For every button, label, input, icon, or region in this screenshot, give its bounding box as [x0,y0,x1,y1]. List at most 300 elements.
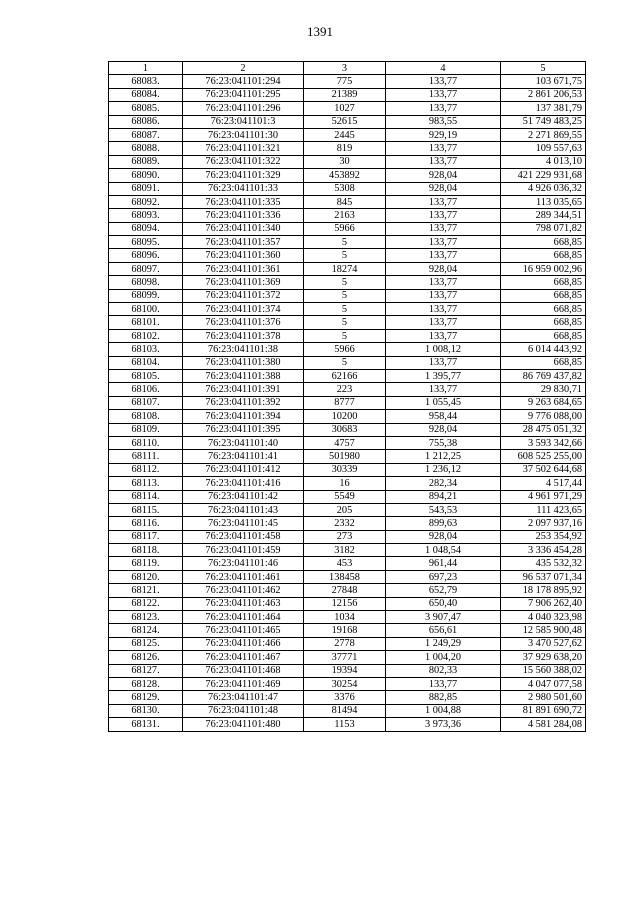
cadastral-number-cell: 76:23:041101:336 [183,209,304,222]
cadastral-value-cell: 15 560 388,02 [501,664,586,677]
cadastral-value-cell: 16 959 002,96 [501,262,586,275]
area-cell: 5 [304,316,386,329]
cadastral-number-cell: 76:23:041101:340 [183,222,304,235]
area-cell: 3376 [304,691,386,704]
cadastral-number-cell: 76:23:041101:466 [183,637,304,650]
cadastral-number-cell: 76:23:041101:46 [183,557,304,570]
row-number-cell: 68117. [109,530,183,543]
table-row [109,329,586,342]
area-cell: 2163 [304,209,386,222]
cadastral-value-cell: 12 585 900,48 [501,624,586,637]
table-row [109,530,586,543]
specific-value-cell: 929,19 [386,128,501,141]
cadastral-number-cell: 76:23:041101:322 [183,155,304,168]
specific-value-cell: 928,04 [386,182,501,195]
cadastral-value-cell: 421 229 931,68 [501,169,586,182]
cadastral-value-cell: 4 581 284,08 [501,718,586,731]
cadastral-number-cell: 76:23:041101:465 [183,624,304,637]
table-row [109,410,586,423]
cadastral-number-cell: 76:23:041101:395 [183,423,304,436]
specific-value-cell: 133,77 [386,75,501,88]
area-cell: 3182 [304,544,386,557]
cadastral-value-cell: 289 344,51 [501,209,586,222]
area-cell: 501980 [304,450,386,463]
cadastral-number-cell: 76:23:041101:294 [183,75,304,88]
cadastral-number-cell: 76:23:041101:30 [183,128,304,141]
table-row [109,356,586,369]
cadastral-value-cell: 111 423,65 [501,503,586,516]
specific-value-cell: 133,77 [386,142,501,155]
cadastral-value-cell: 86 769 437,82 [501,369,586,382]
row-number-cell: 68098. [109,276,183,289]
row-number-cell: 68111. [109,450,183,463]
cadastral-number-cell: 76:23:041101:369 [183,276,304,289]
cadastral-number-cell: 76:23:041101:33 [183,182,304,195]
row-number-cell: 68131. [109,718,183,731]
cadastral-number-cell: 76:23:041101:463 [183,597,304,610]
row-number-cell: 68091. [109,182,183,195]
area-cell: 4757 [304,436,386,449]
specific-value-cell: 928,04 [386,169,501,182]
row-number-cell: 68105. [109,369,183,382]
cadastral-number-cell: 76:23:041101:329 [183,169,304,182]
table-row [109,570,586,583]
cadastral-number-cell: 76:23:041101:357 [183,236,304,249]
table-row [109,611,586,624]
specific-value-cell: 1 249,29 [386,637,501,650]
cadastral-value-cell: 81 891 690,72 [501,704,586,717]
row-number-cell: 68104. [109,356,183,369]
cadastral-value-cell: 668,85 [501,316,586,329]
cadastral-number-cell: 76:23:041101:335 [183,195,304,208]
cadastral-number-cell: 76:23:041101:480 [183,718,304,731]
row-number-cell: 68084. [109,88,183,101]
specific-value-cell: 133,77 [386,249,501,262]
table-row [109,249,586,262]
table-row [109,503,586,516]
table-row [109,637,586,650]
cadastral-number-cell: 76:23:041101:380 [183,356,304,369]
area-cell: 1034 [304,611,386,624]
row-number-cell: 68092. [109,195,183,208]
area-cell: 5549 [304,490,386,503]
specific-value-cell: 282,34 [386,477,501,490]
row-number-cell: 68113. [109,477,183,490]
row-number-cell: 68108. [109,410,183,423]
column-header-1: 1 [109,62,183,75]
area-cell: 10200 [304,410,386,423]
table-row [109,396,586,409]
specific-value-cell: 697,23 [386,570,501,583]
cadastral-number-cell: 76:23:041101:458 [183,530,304,543]
row-number-cell: 68126. [109,651,183,664]
table-row [109,155,586,168]
table-row [109,584,586,597]
specific-value-cell: 133,77 [386,222,501,235]
area-cell: 453 [304,557,386,570]
table-row [109,142,586,155]
area-cell: 19168 [304,624,386,637]
specific-value-cell: 755,38 [386,436,501,449]
cadastral-number-cell: 76:23:041101:45 [183,517,304,530]
row-number-cell: 68085. [109,102,183,115]
cadastral-value-cell: 2 271 869,55 [501,128,586,141]
table-row [109,436,586,449]
table-row [109,718,586,731]
cadastral-number-cell: 76:23:041101:3 [183,115,304,128]
table-row [109,677,586,690]
row-number-cell: 68119. [109,557,183,570]
specific-value-cell: 650,40 [386,597,501,610]
cadastral-value-cell: 9 776 088,00 [501,410,586,423]
cadastral-number-cell: 76:23:041101:464 [183,611,304,624]
row-number-cell: 68088. [109,142,183,155]
area-cell: 2445 [304,128,386,141]
specific-value-cell: 1 055,45 [386,396,501,409]
cadastral-value-cell: 28 475 051,32 [501,423,586,436]
area-cell: 205 [304,503,386,516]
cadastral-number-cell: 76:23:041101:296 [183,102,304,115]
cadastral-number-cell: 76:23:041101:468 [183,664,304,677]
area-cell: 8777 [304,396,386,409]
area-cell: 37771 [304,651,386,664]
table-row [109,289,586,302]
area-cell: 5966 [304,343,386,356]
area-cell: 5 [304,289,386,302]
area-cell: 52615 [304,115,386,128]
cadastral-value-cell: 96 537 071,34 [501,570,586,583]
specific-value-cell: 958,44 [386,410,501,423]
area-cell: 2778 [304,637,386,650]
cadastral-value-cell: 668,85 [501,249,586,262]
area-cell: 5 [304,329,386,342]
cadastral-number-cell: 76:23:041101:461 [183,570,304,583]
specific-value-cell: 1 212,25 [386,450,501,463]
specific-value-cell: 882,85 [386,691,501,704]
column-header-3: 3 [304,62,386,75]
area-cell: 5 [304,236,386,249]
row-number-cell: 68100. [109,303,183,316]
row-number-cell: 68127. [109,664,183,677]
table-body [109,75,586,731]
row-number-cell: 68086. [109,115,183,128]
specific-value-cell: 983,55 [386,115,501,128]
specific-value-cell: 1 008,12 [386,343,501,356]
cadastral-value-cell: 4 961 971,29 [501,490,586,503]
area-cell: 30339 [304,463,386,476]
row-number-cell: 68106. [109,383,183,396]
column-header-2: 2 [183,62,304,75]
specific-value-cell: 3 907,47 [386,611,501,624]
row-number-cell: 68090. [109,169,183,182]
cadastral-value-cell: 668,85 [501,329,586,342]
table-row [109,597,586,610]
row-number-cell: 68125. [109,637,183,650]
table-row [109,544,586,557]
row-number-cell: 68083. [109,75,183,88]
row-number-cell: 68129. [109,691,183,704]
area-cell: 5966 [304,222,386,235]
table-row [109,115,586,128]
cadastral-number-cell: 76:23:041101:38 [183,343,304,356]
cadastral-number-cell: 76:23:041101:412 [183,463,304,476]
area-cell: 5 [304,303,386,316]
cadastral-number-cell: 76:23:041101:391 [183,383,304,396]
area-cell: 5 [304,249,386,262]
area-cell: 5 [304,356,386,369]
cadastral-value-cell: 37 929 638,20 [501,651,586,664]
table-row [109,423,586,436]
row-number-cell: 68115. [109,503,183,516]
cadastral-value-cell: 113 035,65 [501,195,586,208]
table-row [109,490,586,503]
table-row [109,691,586,704]
area-cell: 819 [304,142,386,155]
row-number-cell: 68109. [109,423,183,436]
specific-value-cell: 1 048,54 [386,544,501,557]
specific-value-cell: 133,77 [386,102,501,115]
row-number-cell: 68094. [109,222,183,235]
table-row [109,209,586,222]
table-row [109,651,586,664]
cadastral-value-cell: 4 926 036,32 [501,182,586,195]
table-row [109,343,586,356]
cadastral-number-cell: 76:23:041101:459 [183,544,304,557]
table-row [109,75,586,88]
specific-value-cell: 133,77 [386,383,501,396]
table-row [109,222,586,235]
area-cell: 5 [304,276,386,289]
cadastral-value-cell: 2 980 501,60 [501,691,586,704]
table-row [109,276,586,289]
table-row [109,517,586,530]
cadastral-value-cell: 668,85 [501,356,586,369]
table-row [109,195,586,208]
cadastral-value-table [108,61,586,732]
specific-value-cell: 1 395,77 [386,369,501,382]
cadastral-value-cell: 29 830,71 [501,383,586,396]
row-number-cell: 68096. [109,249,183,262]
row-number-cell: 68093. [109,209,183,222]
cadastral-number-cell: 76:23:041101:361 [183,262,304,275]
cadastral-value-cell: 4 013,10 [501,155,586,168]
row-number-cell: 68123. [109,611,183,624]
specific-value-cell: 656,61 [386,624,501,637]
specific-value-cell: 928,04 [386,262,501,275]
specific-value-cell: 899,63 [386,517,501,530]
cadastral-number-cell: 76:23:041101:40 [183,436,304,449]
cadastral-value-cell: 668,85 [501,276,586,289]
specific-value-cell: 1 004,20 [386,651,501,664]
row-number-cell: 68097. [109,262,183,275]
area-cell: 30683 [304,423,386,436]
cadastral-number-cell: 76:23:041101:48 [183,704,304,717]
table-row [109,303,586,316]
specific-value-cell: 133,77 [386,329,501,342]
cadastral-value-cell: 6 014 443,92 [501,343,586,356]
row-number-cell: 68110. [109,436,183,449]
table-row [109,463,586,476]
row-number-cell: 68101. [109,316,183,329]
area-cell: 12156 [304,597,386,610]
cadastral-number-cell: 76:23:041101:378 [183,329,304,342]
area-cell: 1153 [304,718,386,731]
area-cell: 30254 [304,677,386,690]
table-row [109,128,586,141]
table-row [109,624,586,637]
row-number-cell: 68118. [109,544,183,557]
cadastral-number-cell: 76:23:041101:360 [183,249,304,262]
specific-value-cell: 1 004,88 [386,704,501,717]
specific-value-cell: 961,44 [386,557,501,570]
table-row [109,369,586,382]
specific-value-cell: 133,77 [386,155,501,168]
table-row [109,383,586,396]
cadastral-number-cell: 76:23:041101:392 [183,396,304,409]
specific-value-cell: 133,77 [386,677,501,690]
row-number-cell: 68107. [109,396,183,409]
row-number-cell: 68124. [109,624,183,637]
area-cell: 18274 [304,262,386,275]
cadastral-value-cell: 4 040 323,98 [501,611,586,624]
table-header-row [109,62,586,75]
cadastral-value-cell: 3 470 527,62 [501,637,586,650]
cadastral-value-cell: 18 178 895,92 [501,584,586,597]
table-row [109,557,586,570]
row-number-cell: 68122. [109,597,183,610]
table-row [109,664,586,677]
area-cell: 453892 [304,169,386,182]
column-header-4: 4 [386,62,501,75]
specific-value-cell: 543,53 [386,503,501,516]
specific-value-cell: 133,77 [386,88,501,101]
cadastral-value-cell: 103 671,75 [501,75,586,88]
page-number: 1391 [307,24,333,39]
specific-value-cell: 133,77 [386,303,501,316]
area-cell: 16 [304,477,386,490]
specific-value-cell: 3 973,36 [386,718,501,731]
specific-value-cell: 133,77 [386,356,501,369]
cadastral-value-cell: 435 532,32 [501,557,586,570]
area-cell: 19394 [304,664,386,677]
cadastral-number-cell: 76:23:041101:41 [183,450,304,463]
table-row [109,236,586,249]
row-number-cell: 68130. [109,704,183,717]
specific-value-cell: 133,77 [386,236,501,249]
row-number-cell: 68112. [109,463,183,476]
cadastral-number-cell: 76:23:041101:376 [183,316,304,329]
area-cell: 845 [304,195,386,208]
cadastral-value-cell: 668,85 [501,289,586,302]
specific-value-cell: 133,77 [386,316,501,329]
table-row [109,169,586,182]
cadastral-number-cell: 76:23:041101:394 [183,410,304,423]
specific-value-cell: 133,77 [386,195,501,208]
area-cell: 223 [304,383,386,396]
specific-value-cell: 1 236,12 [386,463,501,476]
row-number-cell: 68116. [109,517,183,530]
cadastral-value-cell: 7 906 262,40 [501,597,586,610]
cadastral-value-cell: 137 381,79 [501,102,586,115]
cadastral-value-cell: 668,85 [501,236,586,249]
row-number-cell: 68102. [109,329,183,342]
specific-value-cell: 928,04 [386,530,501,543]
cadastral-number-cell: 76:23:041101:467 [183,651,304,664]
area-cell: 30 [304,155,386,168]
cadastral-value-cell: 4 047 077,58 [501,677,586,690]
row-number-cell: 68128. [109,677,183,690]
table-row [109,704,586,717]
area-cell: 27848 [304,584,386,597]
cadastral-value-cell: 253 354,92 [501,530,586,543]
cadastral-number-cell: 76:23:041101:416 [183,477,304,490]
row-number-cell: 68114. [109,490,183,503]
specific-value-cell: 652,79 [386,584,501,597]
row-number-cell: 68099. [109,289,183,302]
cadastral-value-cell: 668,85 [501,303,586,316]
cadastral-value-cell: 4 517,44 [501,477,586,490]
cadastral-number-cell: 76:23:041101:43 [183,503,304,516]
cadastral-number-cell: 76:23:041101:469 [183,677,304,690]
area-cell: 5308 [304,182,386,195]
cadastral-number-cell: 76:23:041101:321 [183,142,304,155]
table-row [109,182,586,195]
cadastral-number-cell: 76:23:041101:295 [183,88,304,101]
cadastral-value-cell: 798 071,82 [501,222,586,235]
cadastral-number-cell: 76:23:041101:374 [183,303,304,316]
area-cell: 138458 [304,570,386,583]
area-cell: 775 [304,75,386,88]
specific-value-cell: 133,77 [386,289,501,302]
specific-value-cell: 894,21 [386,490,501,503]
cadastral-value-cell: 608 525 255,00 [501,450,586,463]
cadastral-number-cell: 76:23:041101:42 [183,490,304,503]
row-number-cell: 68103. [109,343,183,356]
table-row [109,450,586,463]
column-header-5: 5 [501,62,586,75]
specific-value-cell: 133,77 [386,276,501,289]
cadastral-number-cell: 76:23:041101:372 [183,289,304,302]
area-cell: 81494 [304,704,386,717]
cadastral-number-cell: 76:23:041101:462 [183,584,304,597]
row-number-cell: 68120. [109,570,183,583]
table-row [109,88,586,101]
cadastral-value-cell: 2 861 206,53 [501,88,586,101]
cadastral-number-cell: 76:23:041101:388 [183,369,304,382]
row-number-cell: 68087. [109,128,183,141]
area-cell: 273 [304,530,386,543]
specific-value-cell: 928,04 [386,423,501,436]
row-number-cell: 68089. [109,155,183,168]
cadastral-value-cell: 2 097 937,16 [501,517,586,530]
table-row [109,477,586,490]
table-row [109,102,586,115]
table-row [109,316,586,329]
area-cell: 2332 [304,517,386,530]
cadastral-value-cell: 3 593 342,66 [501,436,586,449]
specific-value-cell: 802,33 [386,664,501,677]
table-row [109,262,586,275]
cadastral-value-cell: 3 336 454,28 [501,544,586,557]
specific-value-cell: 133,77 [386,209,501,222]
cadastral-value-cell: 9 263 684,65 [501,396,586,409]
area-cell: 62166 [304,369,386,382]
cadastral-number-cell: 76:23:041101:47 [183,691,304,704]
cadastral-value-cell: 109 557,63 [501,142,586,155]
cadastral-value-cell: 37 502 644,68 [501,463,586,476]
row-number-cell: 68121. [109,584,183,597]
area-cell: 1027 [304,102,386,115]
